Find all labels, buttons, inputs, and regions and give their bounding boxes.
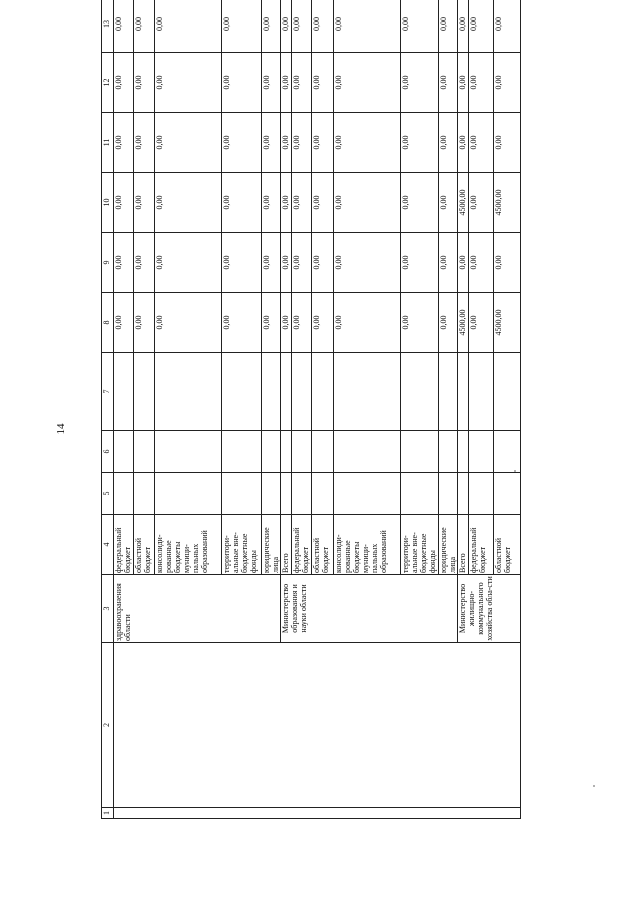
col-5-cell — [469, 473, 494, 515]
page-number: 14 — [55, 423, 67, 435]
value-cell-v10: 0,00 — [469, 173, 494, 233]
scan-speck — [593, 785, 595, 787]
value-cell-v13: 0,00 — [401, 0, 439, 53]
funding-source-cell: территори-альные вне-бюджетные фонды — [222, 515, 262, 575]
value-cell-v10: 0,00 — [312, 173, 334, 233]
header-col-3: 3 — [102, 575, 114, 643]
value-cell-v10: 0,00 — [134, 173, 155, 233]
col-6-cell — [262, 431, 281, 473]
col-7-cell — [401, 353, 439, 431]
value-cell-v12: 0,00 — [439, 53, 458, 113]
header-col-2: 2 — [102, 643, 114, 808]
col-2-cell — [114, 643, 521, 808]
col-7-cell — [292, 353, 312, 431]
value-cell-v9: 0,00 — [312, 233, 334, 293]
value-cell-v10: 0,00 — [292, 173, 312, 233]
value-cell-v11: 0,00 — [155, 113, 222, 173]
col-5-cell — [222, 473, 262, 515]
col-5-cell — [134, 473, 155, 515]
executor-cell: здравоохранения области — [114, 575, 281, 643]
value-cell-v11: 0,00 — [281, 113, 292, 173]
col-5-cell — [281, 473, 292, 515]
budget-table — [101, 0, 521, 819]
col-7-cell — [439, 353, 458, 431]
funding-source-cell: федеральный бюджет — [292, 515, 312, 575]
col-5-cell — [401, 473, 439, 515]
value-cell-v11: 0,00 — [222, 113, 262, 173]
col-7-cell — [469, 353, 494, 431]
funding-source-cell: территори-альные вне-бюджетные фонды — [401, 515, 439, 575]
value-cell-v8: 0,00 — [114, 293, 134, 353]
executor-cell: Министерство жилищно-коммунального хозяйства обла-сти — [458, 575, 521, 643]
value-cell-v10: 0,00 — [334, 173, 401, 233]
value-cell-v11: 0,00 — [334, 113, 401, 173]
value-cell-v11: 0,00 — [494, 113, 521, 173]
scan-speck — [514, 470, 516, 472]
value-cell-v9: 0,00 — [134, 233, 155, 293]
col-5-cell — [262, 473, 281, 515]
value-cell-v12: 0,00 — [155, 53, 222, 113]
value-cell-v8: 0,00 — [222, 293, 262, 353]
value-cell-v12: 0,00 — [334, 53, 401, 113]
value-cell-v9: 0,00 — [292, 233, 312, 293]
value-cell-v11: 0,00 — [401, 113, 439, 173]
value-cell-v11: 0,00 — [134, 113, 155, 173]
value-cell-v12: 0,00 — [114, 53, 134, 113]
value-cell-v9: 0,00 — [469, 233, 494, 293]
value-cell-v13: 0,00 — [458, 0, 469, 53]
funding-source-cell: Всего — [281, 515, 292, 575]
value-cell-v8: 4500,00 — [458, 293, 469, 353]
value-cell-v12: 0,00 — [401, 53, 439, 113]
header-col-10: 10 — [102, 173, 114, 233]
value-cell-v12: 0,00 — [292, 53, 312, 113]
table-row — [114, 0, 134, 819]
header-col-1: 1 — [102, 808, 114, 819]
funding-source-cell: областной бюджет — [494, 515, 521, 575]
col-7-cell — [334, 353, 401, 431]
value-cell-v8: 0,00 — [439, 293, 458, 353]
value-cell-v9: 0,00 — [222, 233, 262, 293]
funding-source-cell: областной бюджет — [312, 515, 334, 575]
value-cell-v10: 0,00 — [155, 173, 222, 233]
col-5-cell — [439, 473, 458, 515]
header-col-6: 6 — [102, 431, 114, 473]
col-7-cell — [222, 353, 262, 431]
col-7-cell — [262, 353, 281, 431]
col-5-cell — [155, 473, 222, 515]
value-cell-v11: 0,00 — [292, 113, 312, 173]
value-cell-v13: 0,00 — [334, 0, 401, 53]
value-cell-v13: 0,00 — [494, 0, 521, 53]
col-6-cell — [439, 431, 458, 473]
value-cell-v13: 0,00 — [312, 0, 334, 53]
col-6-cell — [222, 431, 262, 473]
value-cell-v9: 0,00 — [281, 233, 292, 293]
value-cell-v12: 0,00 — [469, 53, 494, 113]
col-5-cell — [292, 473, 312, 515]
value-cell-v13: 0,00 — [114, 0, 134, 53]
col-1-cell — [114, 808, 521, 819]
col-7-cell — [134, 353, 155, 431]
value-cell-v12: 0,00 — [312, 53, 334, 113]
value-cell-v13: 0,00 — [134, 0, 155, 53]
col-6-cell — [155, 431, 222, 473]
col-7-cell — [458, 353, 469, 431]
table-rotation-wrapper — [101, 17, 520, 819]
value-cell-v13: 0,00 — [262, 0, 281, 53]
rotated-table-sheet — [101, 17, 520, 819]
col-5-cell — [334, 473, 401, 515]
header-col-7: 7 — [102, 353, 114, 431]
table-body — [114, 0, 521, 819]
value-cell-v12: 0,00 — [494, 53, 521, 113]
value-cell-v12: 0,00 — [222, 53, 262, 113]
header-col-12: 12 — [102, 53, 114, 113]
value-cell-v9: 0,00 — [439, 233, 458, 293]
value-cell-v13: 0,00 — [222, 0, 262, 53]
value-cell-v8: 0,00 — [401, 293, 439, 353]
col-5-cell — [494, 473, 521, 515]
funding-source-cell: консолиди-рованные бюджеты муници-пальных образований — [155, 515, 222, 575]
value-cell-v11: 0,00 — [312, 113, 334, 173]
funding-source-cell: областной бюджет — [134, 515, 155, 575]
col-7-cell — [114, 353, 134, 431]
value-cell-v12: 0,00 — [134, 53, 155, 113]
value-cell-v13: 0,00 — [281, 0, 292, 53]
value-cell-v8: 0,00 — [262, 293, 281, 353]
funding-source-cell: Всего — [458, 515, 469, 575]
funding-source-cell: федеральный бюджет — [114, 515, 134, 575]
value-cell-v8: 0,00 — [292, 293, 312, 353]
value-cell-v9: 0,00 — [262, 233, 281, 293]
col-6-cell — [134, 431, 155, 473]
value-cell-v13: 0,00 — [292, 0, 312, 53]
value-cell-v10: 0,00 — [439, 173, 458, 233]
header-col-11: 11 — [102, 113, 114, 173]
col-6-cell — [334, 431, 401, 473]
value-cell-v11: 0,00 — [262, 113, 281, 173]
value-cell-v9: 0,00 — [334, 233, 401, 293]
value-cell-v10: 0,00 — [262, 173, 281, 233]
value-cell-v9: 0,00 — [155, 233, 222, 293]
value-cell-v8: 0,00 — [134, 293, 155, 353]
value-cell-v11: 0,00 — [439, 113, 458, 173]
funding-source-cell: юридические лица — [262, 515, 281, 575]
value-cell-v10: 0,00 — [281, 173, 292, 233]
col-5-cell — [114, 473, 134, 515]
col-7-cell — [155, 353, 222, 431]
col-6-cell — [114, 431, 134, 473]
value-cell-v12: 0,00 — [262, 53, 281, 113]
value-cell-v10: 4500,00 — [458, 173, 469, 233]
col-7-cell — [312, 353, 334, 431]
value-cell-v8: 0,00 — [155, 293, 222, 353]
value-cell-v11: 0,00 — [114, 113, 134, 173]
value-cell-v10: 0,00 — [401, 173, 439, 233]
funding-source-cell: юридические лица — [439, 515, 458, 575]
value-cell-v12: 0,00 — [458, 53, 469, 113]
value-cell-v10: 0,00 — [222, 173, 262, 233]
value-cell-v8: 4500,00 — [494, 293, 521, 353]
funding-source-cell: федеральный бюджет — [469, 515, 494, 575]
value-cell-v10: 0,00 — [114, 173, 134, 233]
col-6-cell — [458, 431, 469, 473]
header-col-8: 8 — [102, 293, 114, 353]
header-col-9: 9 — [102, 233, 114, 293]
header-col-4: 4 — [102, 515, 114, 575]
value-cell-v11: 0,00 — [469, 113, 494, 173]
value-cell-v9: 0,00 — [114, 233, 134, 293]
table-header-row — [102, 0, 114, 819]
value-cell-v8: 0,00 — [281, 293, 292, 353]
value-cell-v8: 0,00 — [469, 293, 494, 353]
value-cell-v10: 4500,00 — [494, 173, 521, 233]
col-6-cell — [401, 431, 439, 473]
value-cell-v8: 0,00 — [312, 293, 334, 353]
value-cell-v13: 0,00 — [469, 0, 494, 53]
value-cell-v9: 0,00 — [494, 233, 521, 293]
value-cell-v9: 0,00 — [401, 233, 439, 293]
col-5-cell — [312, 473, 334, 515]
value-cell-v9: 0,00 — [458, 233, 469, 293]
col-6-cell — [281, 431, 292, 473]
col-6-cell — [292, 431, 312, 473]
col-7-cell — [281, 353, 292, 431]
executor-cell: Министерство образования и науки области — [281, 575, 458, 643]
value-cell-v13: 0,00 — [439, 0, 458, 53]
value-cell-v11: 0,00 — [458, 113, 469, 173]
header-col-5: 5 — [102, 473, 114, 515]
col-6-cell — [312, 431, 334, 473]
funding-source-cell: консолиди-рованные бюджеты муници-пальных образований — [334, 515, 401, 575]
col-7-cell — [494, 353, 521, 431]
value-cell-v12: 0,00 — [281, 53, 292, 113]
col-6-cell — [494, 431, 521, 473]
col-6-cell — [469, 431, 494, 473]
col-5-cell — [458, 473, 469, 515]
value-cell-v13: 0,00 — [155, 0, 222, 53]
header-col-13: 13 — [102, 0, 114, 53]
value-cell-v8: 0,00 — [334, 293, 401, 353]
